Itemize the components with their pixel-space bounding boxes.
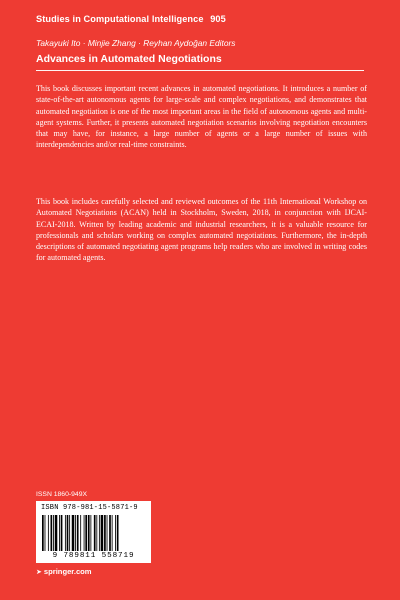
description-paragraph-1: This book discusses important recent advances in automated negotiations. It introduces a number of state-of-the-art autonomous agents for large-scale and complex negotiations, and demonstrates that automated negotiation is one of the most important areas in the field of autonomous agents and multi-agent systems. Further, it presents automated negotiation scenarios involving negotiation encounters that may have, for instance, a large number of agents or a large number of issues with interdependencies and/or real-time constraints.: [36, 84, 367, 150]
barcode-icon: [40, 515, 147, 551]
series-header: [36, 14, 226, 24]
arrow-right-icon: ➤: [36, 568, 42, 576]
series-name: Studies in Computational Intelligence: [36, 14, 204, 24]
divider-line: [36, 70, 364, 71]
description-paragraph-2: This book includes carefully selected and reviewed outcomes of the 11th International Workshop on Automated Negotiations (ACAN) held in Stockholm, Sweden, 2018, in conjunction with IJCAI-ECAI-2018. Written by leading academic and industrial researchers, it is a valuable resource for professionals and scholars working on complex automated negotiations. Furthermore, the in-depth descriptions of automated negotiating agent programs help readers who are involved in writing codes for automated agents.: [36, 197, 367, 263]
editors-line: Takayuki Ito · Minjie Zhang · Reyhan Aydoğan Editors: [36, 38, 236, 48]
website-link[interactable]: [36, 567, 92, 576]
website-text: springer.com: [43, 567, 92, 576]
barcode-box: [36, 501, 151, 563]
issn-label: ISSN 1860-949X: [36, 491, 88, 498]
barcode-digits: 9 789811 558719: [52, 552, 135, 560]
volume-number: 905: [210, 14, 226, 24]
isbn-text: ISBN 978-981-15-5871-9: [41, 504, 138, 512]
book-title: Advances in Automated Negotiations: [36, 53, 222, 65]
